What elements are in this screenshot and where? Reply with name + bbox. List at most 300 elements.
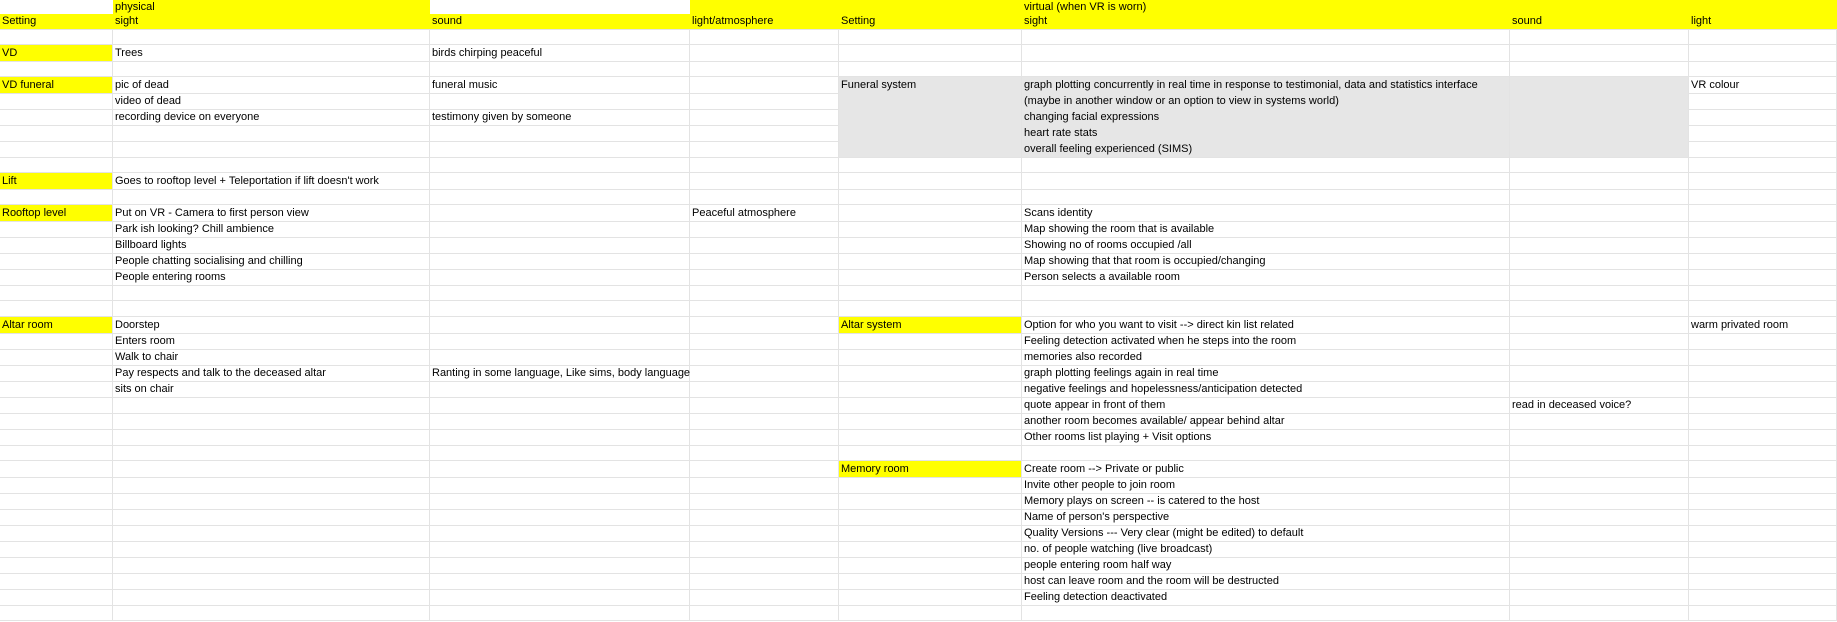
cell[interactable] [1510, 317, 1689, 334]
cell[interactable]: Invite other people to join room [1022, 477, 1510, 494]
cell[interactable]: Lift [0, 173, 113, 190]
cell[interactable] [113, 285, 430, 301]
cell[interactable] [690, 477, 839, 494]
cell[interactable] [1022, 61, 1510, 77]
cell[interactable] [1689, 381, 1837, 398]
cell[interactable] [1510, 237, 1689, 254]
cell[interactable] [690, 493, 839, 510]
cell[interactable] [0, 429, 113, 446]
cell[interactable] [690, 173, 839, 190]
cell[interactable] [0, 493, 113, 510]
cell[interactable] [1689, 397, 1837, 414]
cell[interactable] [1689, 429, 1837, 446]
cell[interactable] [1510, 413, 1689, 430]
cell[interactable] [1510, 173, 1689, 190]
cell[interactable] [0, 29, 113, 45]
cell[interactable] [113, 477, 430, 494]
cell[interactable] [430, 429, 690, 446]
cell[interactable] [690, 589, 839, 606]
cell[interactable] [1689, 221, 1837, 238]
cell[interactable] [690, 253, 839, 270]
cell[interactable] [839, 205, 1022, 222]
cell[interactable] [690, 381, 839, 398]
cell[interactable] [430, 189, 690, 205]
cell[interactable] [1510, 45, 1689, 62]
cell[interactable] [113, 605, 430, 621]
cell[interactable] [430, 269, 690, 286]
cell[interactable] [0, 541, 113, 558]
cell[interactable] [1689, 189, 1837, 205]
cell[interactable] [839, 445, 1022, 461]
cell[interactable]: graph plotting feelings again in real time [1022, 365, 1510, 382]
cell[interactable] [839, 557, 1022, 574]
cell[interactable] [1689, 413, 1837, 430]
cell[interactable] [430, 413, 690, 430]
cell[interactable] [690, 221, 839, 238]
cell[interactable]: Ranting in some language, Like sims, body language [430, 365, 690, 382]
cell[interactable] [839, 573, 1022, 590]
cell[interactable] [839, 413, 1022, 430]
cell[interactable] [0, 461, 113, 478]
cell[interactable]: funeral music [430, 77, 690, 94]
cell[interactable] [430, 509, 690, 526]
cell[interactable] [1510, 77, 1689, 94]
cell[interactable] [113, 493, 430, 510]
cell[interactable] [1689, 333, 1837, 350]
cell[interactable] [1510, 189, 1689, 205]
cell[interactable] [690, 429, 839, 446]
cell[interactable] [690, 317, 839, 334]
cell[interactable] [1510, 381, 1689, 398]
cell[interactable] [0, 573, 113, 590]
cell[interactable]: Map showing the room that is available [1022, 221, 1510, 238]
cell[interactable] [1022, 301, 1510, 317]
cell[interactable] [839, 301, 1022, 317]
cell[interactable] [1510, 61, 1689, 77]
cell[interactable] [1689, 253, 1837, 270]
cell[interactable]: VR colour [1689, 77, 1837, 94]
cell[interactable]: Memory plays on screen -- is catered to the host [1022, 493, 1510, 510]
cell[interactable] [0, 109, 113, 126]
cell[interactable] [430, 461, 690, 478]
cell[interactable] [1022, 189, 1510, 205]
cell[interactable] [1510, 445, 1689, 461]
cell[interactable] [0, 269, 113, 286]
cell[interactable]: Feeling detection deactivated [1022, 589, 1510, 606]
cell[interactable] [430, 61, 690, 77]
cell[interactable] [690, 413, 839, 430]
cell[interactable] [1510, 525, 1689, 542]
cell[interactable] [690, 365, 839, 382]
cell[interactable] [1510, 477, 1689, 494]
cell[interactable] [1510, 221, 1689, 238]
header-sight-virtual[interactable]: sight [1022, 14, 1510, 30]
cell[interactable] [113, 557, 430, 574]
cell[interactable] [1689, 141, 1837, 158]
cell[interactable] [1689, 205, 1837, 222]
cell[interactable] [430, 445, 690, 461]
cell[interactable] [430, 173, 690, 190]
cell[interactable] [839, 45, 1022, 62]
cell[interactable] [0, 413, 113, 430]
cell[interactable]: Create room --> Private or public [1022, 461, 1510, 478]
cell[interactable] [1689, 493, 1837, 510]
cell[interactable] [839, 221, 1022, 238]
header-sight-physical[interactable]: sight [113, 14, 430, 30]
cell[interactable]: changing facial expressions [1022, 109, 1510, 126]
cell[interactable] [690, 125, 839, 142]
cell[interactable] [839, 253, 1022, 270]
cell[interactable] [1022, 605, 1510, 621]
cell[interactable] [1022, 45, 1510, 62]
cell[interactable]: Memory room [839, 461, 1022, 478]
cell[interactable] [1510, 93, 1689, 110]
cell[interactable] [1689, 589, 1837, 606]
cell[interactable] [839, 285, 1022, 301]
cell[interactable] [690, 77, 839, 94]
cell[interactable] [1689, 0, 1837, 15]
cell[interactable] [1689, 29, 1837, 45]
cell[interactable] [690, 605, 839, 621]
cell[interactable]: Rooftop level [0, 205, 113, 222]
cell[interactable] [839, 477, 1022, 494]
cell[interactable] [0, 605, 113, 621]
cell[interactable] [1689, 285, 1837, 301]
cell[interactable] [1022, 285, 1510, 301]
cell[interactable] [839, 237, 1022, 254]
cell[interactable] [839, 397, 1022, 414]
cell[interactable] [690, 461, 839, 478]
cell[interactable] [430, 141, 690, 158]
cell[interactable] [0, 477, 113, 494]
cell[interactable] [690, 0, 839, 15]
cell[interactable] [430, 29, 690, 45]
cell[interactable] [1689, 349, 1837, 366]
cell[interactable] [430, 333, 690, 350]
cell[interactable] [1510, 301, 1689, 317]
cell[interactable] [0, 525, 113, 542]
cell[interactable] [839, 493, 1022, 510]
cell[interactable] [1689, 365, 1837, 382]
cell[interactable] [1510, 605, 1689, 621]
cell[interactable] [839, 29, 1022, 45]
cell[interactable] [839, 589, 1022, 606]
cell[interactable]: Trees [113, 45, 430, 62]
cell[interactable]: Enters room [113, 333, 430, 350]
cell[interactable] [113, 413, 430, 430]
header-light-virtual[interactable]: light [1689, 14, 1837, 30]
cell[interactable] [1689, 125, 1837, 142]
cell[interactable]: VD funeral [0, 77, 113, 94]
cell[interactable] [839, 365, 1022, 382]
cell[interactable] [690, 509, 839, 526]
cell[interactable]: pic of dead [113, 77, 430, 94]
cell[interactable] [0, 189, 113, 205]
cell[interactable] [1689, 109, 1837, 126]
cell[interactable] [1510, 29, 1689, 45]
cell[interactable] [690, 573, 839, 590]
cell[interactable]: sits on chair [113, 381, 430, 398]
header-sound-virtual[interactable]: sound [1510, 14, 1689, 30]
cell[interactable] [1510, 557, 1689, 574]
cell[interactable] [1689, 445, 1837, 461]
cell[interactable]: Name of person's perspective [1022, 509, 1510, 526]
cell[interactable]: Feeling detection activated when he steps into the room [1022, 333, 1510, 350]
cell[interactable] [690, 93, 839, 110]
cell[interactable] [113, 589, 430, 606]
cell[interactable] [839, 541, 1022, 558]
header-sound-physical[interactable]: sound [430, 14, 690, 30]
cell[interactable] [1689, 173, 1837, 190]
cell[interactable] [690, 237, 839, 254]
cell[interactable]: quote appear in front of them [1022, 397, 1510, 414]
cell[interactable] [1510, 253, 1689, 270]
cell[interactable] [1689, 477, 1837, 494]
cell[interactable] [113, 429, 430, 446]
cell[interactable]: another room becomes available/ appear behind altar [1022, 413, 1510, 430]
cell[interactable] [690, 61, 839, 77]
cell[interactable] [430, 237, 690, 254]
cell[interactable] [1022, 29, 1510, 45]
cell[interactable] [839, 509, 1022, 526]
cell[interactable]: warm privated room [1689, 317, 1837, 334]
cell[interactable] [1689, 61, 1837, 77]
cell[interactable]: Doorstep [113, 317, 430, 334]
cell[interactable]: Showing no of rooms occupied /all [1022, 237, 1510, 254]
cell[interactable] [690, 157, 839, 173]
cell[interactable] [113, 157, 430, 173]
cell[interactable]: Billboard lights [113, 237, 430, 254]
cell[interactable] [839, 109, 1022, 126]
cell[interactable] [690, 141, 839, 158]
cell[interactable] [113, 525, 430, 542]
cell[interactable] [430, 253, 690, 270]
cell[interactable]: video of dead [113, 93, 430, 110]
header-light-physical[interactable]: light/atmosphere [690, 14, 839, 30]
cell[interactable] [0, 509, 113, 526]
cell[interactable] [430, 205, 690, 222]
cell[interactable] [113, 397, 430, 414]
cell[interactable] [839, 189, 1022, 205]
cell[interactable] [430, 493, 690, 510]
cell[interactable] [0, 285, 113, 301]
cell[interactable]: recording device on everyone [113, 109, 430, 126]
cell[interactable] [0, 125, 113, 142]
cell[interactable] [0, 349, 113, 366]
cell[interactable] [1689, 237, 1837, 254]
cell[interactable] [430, 157, 690, 173]
cell[interactable] [430, 477, 690, 494]
cell[interactable] [0, 221, 113, 238]
cell[interactable] [1689, 45, 1837, 62]
cell[interactable] [690, 45, 839, 62]
cell[interactable] [690, 557, 839, 574]
cell[interactable]: Park ish looking? Chill ambience [113, 221, 430, 238]
cell[interactable] [690, 269, 839, 286]
cell[interactable]: (maybe in another window or an option to view in systems world) [1022, 93, 1510, 110]
cell[interactable] [839, 173, 1022, 190]
cell[interactable] [690, 445, 839, 461]
cell[interactable] [839, 381, 1022, 398]
cell[interactable]: Other rooms list playing + Visit options [1022, 429, 1510, 446]
cell[interactable]: Walk to chair [113, 349, 430, 366]
cell[interactable] [1022, 173, 1510, 190]
cell[interactable] [0, 397, 113, 414]
cell[interactable]: Quality Versions --- Very clear (might be edited) to default [1022, 525, 1510, 542]
cell[interactable] [113, 189, 430, 205]
cell[interactable] [113, 541, 430, 558]
cell[interactable] [690, 29, 839, 45]
cell[interactable] [839, 525, 1022, 542]
cell[interactable] [1510, 461, 1689, 478]
cell[interactable] [1510, 125, 1689, 142]
cell[interactable] [1510, 429, 1689, 446]
cell[interactable] [1510, 0, 1689, 15]
cell[interactable] [1689, 525, 1837, 542]
cell[interactable]: read in deceased voice? [1510, 397, 1689, 414]
cell[interactable]: overall feeling experienced (SIMS) [1022, 141, 1510, 158]
cell[interactable]: people entering room half way [1022, 557, 1510, 574]
cell[interactable] [1510, 541, 1689, 558]
cell[interactable]: host can leave room and the room will be destructed [1022, 573, 1510, 590]
cell[interactable] [1689, 573, 1837, 590]
cell[interactable] [839, 157, 1022, 173]
header-group-virtual[interactable]: virtual (when VR is worn) [1022, 0, 1510, 15]
cell[interactable]: no. of people watching (live broadcast) [1022, 541, 1510, 558]
cell[interactable] [839, 429, 1022, 446]
cell[interactable] [0, 333, 113, 350]
cell[interactable] [839, 125, 1022, 142]
cell[interactable] [113, 301, 430, 317]
cell[interactable] [430, 557, 690, 574]
cell[interactable] [839, 61, 1022, 77]
cell[interactable] [0, 61, 113, 77]
cell[interactable] [839, 333, 1022, 350]
cell[interactable]: testimony given by someone [430, 109, 690, 126]
cell[interactable] [430, 93, 690, 110]
cell[interactable]: Funeral system [839, 77, 1022, 94]
cell[interactable] [690, 397, 839, 414]
cell[interactable] [1689, 269, 1837, 286]
cell[interactable] [430, 573, 690, 590]
cell[interactable]: Pay respects and talk to the deceased altar [113, 365, 430, 382]
cell[interactable] [1510, 141, 1689, 158]
cell[interactable] [0, 141, 113, 158]
cell[interactable] [1689, 93, 1837, 110]
cell[interactable] [0, 381, 113, 398]
cell[interactable] [113, 61, 430, 77]
cell[interactable] [1689, 157, 1837, 173]
cell[interactable] [690, 301, 839, 317]
cell[interactable] [1689, 301, 1837, 317]
cell[interactable] [1022, 445, 1510, 461]
cell[interactable] [1510, 589, 1689, 606]
cell[interactable] [839, 269, 1022, 286]
header-group-physical[interactable]: physical [113, 0, 430, 15]
cell[interactable] [430, 349, 690, 366]
cell[interactable] [1510, 269, 1689, 286]
cell[interactable] [430, 125, 690, 142]
cell[interactable] [0, 589, 113, 606]
cell[interactable] [113, 125, 430, 142]
cell[interactable] [690, 333, 839, 350]
cell[interactable]: Map showing that that room is occupied/changing [1022, 253, 1510, 270]
cell[interactable] [113, 461, 430, 478]
cell[interactable] [839, 0, 1022, 15]
cell[interactable]: Option for who you want to visit --> direct kin list related [1022, 317, 1510, 334]
cell[interactable] [1510, 509, 1689, 526]
cell[interactable] [1689, 461, 1837, 478]
cell[interactable] [0, 157, 113, 173]
cell[interactable] [430, 221, 690, 238]
cell[interactable] [1510, 109, 1689, 126]
cell[interactable] [0, 365, 113, 382]
cell[interactable] [430, 301, 690, 317]
cell[interactable] [839, 349, 1022, 366]
cell[interactable] [113, 141, 430, 158]
cell[interactable] [113, 445, 430, 461]
cell[interactable]: negative feelings and hopelessness/anticipation detected [1022, 381, 1510, 398]
cell[interactable] [1022, 157, 1510, 173]
cell[interactable] [1510, 573, 1689, 590]
cell[interactable]: VD [0, 45, 113, 62]
cell[interactable]: Put on VR - Camera to first person view [113, 205, 430, 222]
cell[interactable] [1689, 541, 1837, 558]
cell[interactable] [1510, 157, 1689, 173]
cell[interactable]: memories also recorded [1022, 349, 1510, 366]
cell[interactable] [430, 605, 690, 621]
cell[interactable] [0, 445, 113, 461]
cell[interactable] [0, 301, 113, 317]
cell[interactable]: Person selects a available room [1022, 269, 1510, 286]
cell[interactable] [1689, 605, 1837, 621]
cell[interactable] [113, 573, 430, 590]
cell[interactable] [430, 589, 690, 606]
cell[interactable] [690, 525, 839, 542]
cell[interactable]: Goes to rooftop level + Teleportation if lift doesn't work [113, 173, 430, 190]
cell[interactable] [690, 349, 839, 366]
cell[interactable]: Scans identity [1022, 205, 1510, 222]
cell[interactable] [1510, 365, 1689, 382]
cell[interactable]: graph plotting concurrently in real time in response to testimonial, data and statistics interface [1022, 77, 1510, 94]
cell[interactable] [1510, 333, 1689, 350]
cell[interactable] [0, 93, 113, 110]
cell[interactable] [430, 317, 690, 334]
cell[interactable] [690, 109, 839, 126]
cell[interactable] [113, 509, 430, 526]
cell[interactable] [839, 141, 1022, 158]
cell[interactable] [690, 189, 839, 205]
cell[interactable] [839, 605, 1022, 621]
cell[interactable] [430, 397, 690, 414]
cell[interactable] [1510, 493, 1689, 510]
cell[interactable] [113, 29, 430, 45]
cell[interactable] [430, 541, 690, 558]
cell[interactable] [1689, 557, 1837, 574]
cell[interactable] [839, 93, 1022, 110]
header-setting-physical[interactable]: Setting [0, 14, 113, 30]
cell[interactable]: Peaceful atmosphere [690, 205, 839, 222]
cell[interactable] [1689, 509, 1837, 526]
cell[interactable]: heart rate stats [1022, 125, 1510, 142]
cell[interactable] [1510, 205, 1689, 222]
cell[interactable] [0, 0, 113, 15]
cell[interactable] [1510, 285, 1689, 301]
cell[interactable] [430, 381, 690, 398]
cell[interactable]: People chatting socialising and chilling [113, 253, 430, 270]
cell[interactable] [430, 285, 690, 301]
cell[interactable] [690, 541, 839, 558]
